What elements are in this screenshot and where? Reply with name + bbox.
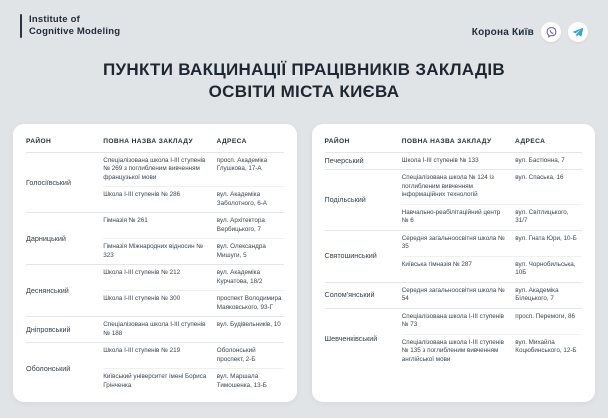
table-row: [402, 153, 582, 170]
district-cell: Солом'янський: [324, 290, 375, 300]
district-cell: Шевченківський: [324, 333, 378, 343]
school-name-cell: Школа І-ІІІ ступенів № 300: [103, 295, 181, 302]
col-header-name: ПОВНА НАЗВА ЗАКЛАДУ: [103, 137, 193, 145]
table-header-row: [325, 133, 583, 153]
school-name-cell: Спеціалізована школа І-ІІІ ступенів № 188: [103, 321, 206, 337]
district-group: [325, 309, 583, 369]
school-name-cell: Київський університет імені Бориса Грінченка: [103, 373, 207, 389]
logo-line1: Institute of: [29, 14, 80, 25]
table-row: [103, 290, 283, 316]
district-cell: Деснянський: [26, 285, 69, 295]
address-cell: вул. Гната Юри, 10-Б: [515, 234, 577, 242]
table-row: [402, 256, 582, 282]
col-header-district: РАЙОН: [324, 137, 350, 145]
address-cell: вул. Академіка Заболотного, 6-А: [216, 191, 268, 207]
school-name-cell: Київська гімназія № 287: [401, 260, 472, 268]
district-rows: [103, 213, 283, 264]
address-cell: вул. Спаська, 16: [515, 174, 564, 181]
district-rows: [103, 265, 283, 316]
address-cell: вул. Бастіонна, 7: [515, 156, 565, 164]
col-header-district: РАЙОН: [26, 137, 52, 145]
table-row: [103, 368, 283, 394]
table-row: [402, 309, 582, 334]
address-cell: вул. Академіка Білецького, 7: [515, 286, 559, 302]
tables-container: [0, 124, 608, 402]
district-cell: Дніпровський: [26, 324, 71, 334]
address-cell: проспект Володимира Маяковського, 93-Г: [216, 295, 282, 311]
logo-line2: Cognitive Modeling: [29, 25, 121, 37]
table-row: [402, 170, 582, 204]
col-header-name: ПОВНА НАЗВА ЗАКЛАДУ: [401, 137, 492, 145]
table-row: [103, 265, 283, 290]
table-row: [103, 153, 283, 187]
district-group: [26, 265, 284, 317]
table-row: [103, 186, 283, 212]
district-rows: [103, 317, 283, 342]
institute-logo: [20, 14, 120, 38]
table-row: [103, 238, 283, 264]
address-cell: вул. Світлицького, 31/7: [515, 208, 569, 224]
top-bar: [0, 0, 608, 42]
school-name-cell: Середня загальноосвітня школа № 35: [401, 234, 505, 250]
school-name-cell: Спеціалізована школа І-ІІІ ступенів № 73: [401, 312, 505, 328]
table-row: [402, 283, 582, 308]
address-cell: вул. Маршала Тимошенка, 13-Б: [216, 373, 267, 389]
page-title: ПУНКТИ ВАКЦИНАЦІЇ ПРАЦІВНИКІВ ЗАКЛАДІВ ОСВІТИ МІСТА КИЄВА: [102, 60, 506, 101]
channel-name: Корона Київ: [471, 26, 534, 38]
vaccination-table-left: [13, 124, 297, 402]
district-cell: Голосіївський: [26, 177, 71, 187]
district-group: [26, 213, 284, 265]
address-cell: вул. Архітектора Вербицького, 7: [216, 217, 265, 233]
telegram-icon[interactable]: [568, 22, 588, 42]
district-group: [26, 343, 284, 394]
district-cell: Дарницький: [26, 233, 66, 243]
district-group: [325, 231, 583, 283]
district-group: [26, 153, 284, 214]
table-row: [103, 317, 283, 342]
district-rows: [402, 153, 582, 170]
vaccination-table-right: [312, 124, 596, 402]
logo-text: [29, 14, 120, 38]
address-cell: просп. Академіка Глушкова, 17-А: [216, 156, 268, 172]
district-group: [325, 170, 583, 231]
district-rows: [103, 343, 283, 394]
viber-icon[interactable]: [541, 22, 561, 42]
channel-block: [472, 22, 588, 42]
school-name-cell: Спеціалізована школа І-ІІІ ступенів № 135 з поглибленим вивченням англійської мови: [401, 338, 505, 363]
school-name-cell: Середня загальноосвітня школа № 54: [401, 286, 505, 302]
school-name-cell: Навчально-реабілітаційний центр № 6: [401, 208, 501, 224]
school-name-cell: Школа І-ІІІ ступенів № 286: [103, 191, 181, 198]
table-row: [402, 204, 582, 230]
table-row: [103, 343, 283, 368]
table-row: [402, 231, 582, 256]
school-name-cell: Гімназія Міжнародних відносин № 323: [103, 243, 204, 259]
district-cell: Святошинський: [324, 251, 377, 261]
logo-bar: [20, 14, 22, 38]
district-rows: [103, 153, 283, 213]
address-cell: вул. Михайла Коцюбинського, 12-Б: [515, 338, 577, 354]
school-name-cell: Школа І-ІІІ ступенів № 219: [103, 347, 181, 354]
school-name-cell: Спеціалізована школа № 124 із поглибленим вивченням інформаційних технологій: [401, 174, 494, 198]
district-rows: [402, 231, 582, 282]
address-cell: вул. Будівельників, 10: [216, 321, 281, 328]
school-name-cell: Спеціалізована школа І-ІІІ ступенів № 269 з поглибленим вивченням французької мови: [103, 156, 206, 181]
district-rows: [402, 170, 582, 230]
address-cell: вул. Академіка Курчатова, 18/2: [216, 269, 263, 285]
school-name-cell: Школа І-ІІІ ступенів № 133: [401, 156, 479, 164]
district-group: [26, 317, 284, 343]
address-cell: вул. Чорнобильська, 10Б: [515, 260, 576, 276]
district-rows: [402, 309, 582, 369]
school-name-cell: Школа І-ІІІ ступенів № 212: [103, 269, 181, 276]
district-cell: Оболонський: [26, 363, 71, 373]
table-row: [103, 213, 283, 238]
address-cell: Оболонський проспект, 2-Б: [216, 347, 256, 363]
address-cell: просп. Перемоги, 86: [515, 312, 575, 320]
school-name-cell: Гімназія № 261: [103, 217, 148, 224]
table-header-row: [26, 133, 284, 153]
district-group: [325, 283, 583, 309]
district-group: [325, 153, 583, 171]
district-rows: [402, 283, 582, 308]
col-header-address: АДРЕСА: [515, 137, 546, 145]
district-cell: Подільський: [324, 195, 366, 205]
address-cell: вул. Олександра Мишуги, 5: [216, 243, 266, 259]
col-header-address: АДРЕСА: [216, 137, 247, 145]
table-row: [402, 334, 582, 369]
district-cell: Печерський: [324, 156, 364, 166]
